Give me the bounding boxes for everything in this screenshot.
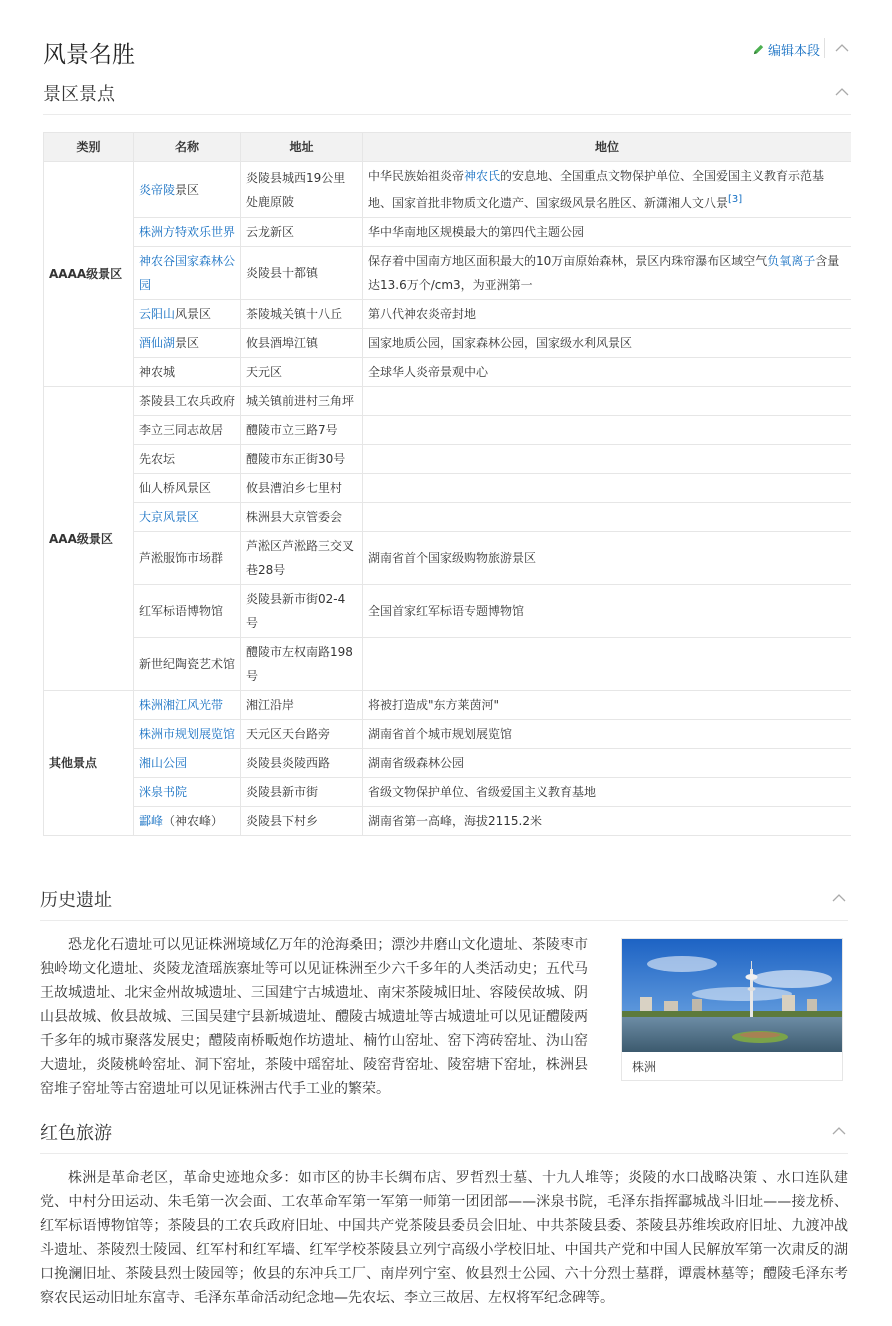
address-cell: 醴陵市立三路7号 [241, 416, 363, 445]
edit-section-button[interactable] [752, 40, 820, 59]
scenic-link[interactable]: 株洲方特欢乐世界 [139, 225, 236, 239]
scenic-link[interactable]: 株洲市规划展览馆 [139, 727, 236, 741]
table-row [44, 691, 852, 720]
name-cell [134, 445, 241, 474]
collapse-history-icon[interactable] [832, 894, 846, 902]
address-cell: 天元区 [241, 358, 363, 387]
name-text: 芦淞服饰市场群 [139, 551, 224, 565]
status-text: 含量达13.6万个/cm3，为亚洲第一 [368, 254, 840, 292]
red-tourism-divider [40, 1153, 848, 1154]
address-cell: 芦淞区芦淞路三交叉巷28号 [241, 532, 363, 585]
table-row [44, 807, 852, 836]
category-cell: AAAA级景区 [44, 162, 134, 387]
status-cell: 国家地质公园，国家森林公园，国家级水利风景区 [363, 329, 852, 358]
address-cell: 湘江沿岸 [241, 691, 363, 720]
scenic-link[interactable]: 酒仙湖 [139, 336, 176, 350]
edit-section-label: 编辑本段 [768, 44, 821, 59]
table-header-row [44, 133, 852, 162]
address-cell: 云龙新区 [241, 218, 363, 247]
name-cell [134, 162, 241, 218]
name-cell [134, 416, 241, 445]
header-address: 地址 [241, 133, 363, 162]
status-text: 的安息地、全国重点文物保护单位、全国爱国主义教育示范基地、国家首批非物质文化遗产、国家级风景名胜区、新潇湘人文八景 [368, 169, 825, 210]
status-cell [363, 247, 852, 300]
table-row [44, 162, 852, 218]
table-row [44, 638, 852, 691]
table-row [44, 445, 852, 474]
section-title: 风景名胜 [43, 42, 135, 68]
name-cell [134, 218, 241, 247]
status-cell: 湖南省第一高峰，海拔2115.2米 [363, 807, 852, 836]
history-paragraph: 恐龙化石遗址可以见证株洲境域亿万年的沧海桑田；漂沙井磨山文化遗址、茶陵枣市独岭坳文化遗址、炎陵龙渣瑶族寨址等可以见证株洲至少六千多年的人类活动史；五代马王故城遗址、北宋金州故城遗址、三国建宁古城遗址、南宋茶陵城旧址、容陵侯故城、阴山县故城、攸县故城、三国吴建宁县新城遗址、醴陵古城遗址等古城遗址可以见证醴陵两千多年的城市聚落发展史；醴陵南桥畈炮作坊遗址、楠竹山窑址、窑下湾砖窑址、沩山窑大遗址，炎陵桃岭窑址、洞下窑址，茶陵中瑶窑址、陵窑背窑址、陵窑塘下窑址，株洲县窑堆子窑址等古窑遗址可以见证株洲古代手工业的繁荣。 [40, 937, 588, 1097]
status-text: 保存着中国南方地区面积最大的10万亩原始森林，景区内珠帘瀑布区域空气 [368, 254, 768, 268]
table-row [44, 247, 852, 300]
name-cell [134, 778, 241, 807]
scenic-link[interactable]: 炎帝陵 [139, 182, 176, 197]
name-text: 李立三同志故居 [139, 423, 224, 437]
name-text: 风景区 [175, 307, 212, 321]
table-row [44, 387, 852, 416]
status-cell: 第八代神农炎帝封地 [363, 300, 852, 329]
header-category: 类别 [44, 133, 134, 162]
history-divider [40, 920, 848, 921]
pencil-icon [752, 43, 765, 56]
name-text: 红军标语博物馆 [139, 604, 224, 618]
name-text: 茶陵县工农兵政府 [139, 394, 236, 408]
red-tourism-paragraph: 株洲是革命老区，革命史迹地众多：如市区的协丰长绸布店、罗哲烈士墓、十九人堆等；炎陵的水口战略决策 、水口连队建党、中村分田运动、朱毛第一次会面、工农革命军第一军第一师第一团团部——洣泉书院，毛泽东指挥酃城战斗旧址——接龙桥、红军标语博物馆等；茶陵县的工农兵政府旧址、中国共产党茶陵县委员会旧址、中共茶陵县委、茶陵县苏维埃政府旧址、九渡冲战斗遗址、茶陵烈士陵园、红军村和红军墙、红军学校茶陵县立列宁高级小学校旧址、中国共产党和中国人民解放军第一次肃反的湖口挽澜旧址、茶陵县烈士陵园等；攸县的东冲兵工厂、南岸列宁室、攸县烈士公园、六十分烈士墓群，谭震林墓等；醴陵毛泽东考察农民运动旧址东富寺、毛泽东革命活动纪念地—先农坛、李立三故居、左权将军纪念碑等。 [40, 1170, 848, 1306]
header-status: 地位 [363, 133, 852, 162]
city-skyline-image [622, 939, 842, 1052]
name-cell [134, 474, 241, 503]
name-text: 先农坛 [139, 452, 176, 466]
name-cell [134, 329, 241, 358]
table-row [44, 585, 852, 638]
name-cell [134, 807, 241, 836]
name-cell [134, 300, 241, 329]
address-cell: 醴陵市东正街30号 [241, 445, 363, 474]
address-cell: 株洲县大京管委会 [241, 503, 363, 532]
scenic-link[interactable]: 洣泉书院 [139, 785, 188, 799]
collapse-red-tourism-icon[interactable] [832, 1127, 846, 1135]
status-cell: 湖南省首个城市规划展览馆 [363, 720, 852, 749]
history-title: 历史遗址 [40, 890, 112, 911]
name-text: 景区 [175, 182, 200, 197]
scenic-table-body [44, 162, 852, 836]
status-cell [363, 416, 852, 445]
status-cell: 省级文物保护单位、省级爱国主义教育基地 [363, 778, 852, 807]
photo-caption: 株洲 [632, 1060, 657, 1074]
name-text: 景区 [175, 336, 200, 350]
name-cell [134, 720, 241, 749]
red-tourism-title: 红色旅游 [40, 1123, 112, 1144]
name-cell [134, 358, 241, 387]
status-cell: 华中华南地区规模最大的第四代主题公园 [363, 218, 852, 247]
status-cell: 全球华人炎帝景观中心 [363, 358, 852, 387]
name-cell [134, 387, 241, 416]
scenic-link[interactable]: 酃峰 [139, 814, 164, 828]
scenic-divider [43, 114, 851, 115]
status-cell [363, 638, 852, 691]
name-cell [134, 638, 241, 691]
status-cell [363, 445, 852, 474]
name-cell [134, 691, 241, 720]
address-cell: 醴陵市左权南路198号 [241, 638, 363, 691]
status-text: 中华民族始祖炎帝 [368, 169, 465, 183]
address-cell: 城关镇前进村三角坪 [241, 387, 363, 416]
address-cell: 炎陵县下村乡 [241, 807, 363, 836]
status-cell: 全国首家红军标语专题博物馆 [363, 585, 852, 638]
address-cell: 攸县酒埠江镇 [241, 329, 363, 358]
table-row [44, 720, 852, 749]
scenic-title: 景区景点 [43, 84, 115, 105]
name-cell [134, 585, 241, 638]
table-row [44, 218, 852, 247]
table-row [44, 474, 852, 503]
table-row [44, 749, 852, 778]
table-row [44, 532, 852, 585]
scenic-link[interactable]: 株洲湘江风光带 [139, 698, 224, 712]
name-cell [134, 532, 241, 585]
reference-link[interactable]: [3] [728, 194, 743, 205]
status-cell: 湖南省首个国家级购物旅游景区 [363, 532, 852, 585]
address-cell: 炎陵县十都镇 [241, 247, 363, 300]
name-cell [134, 503, 241, 532]
scenic-link[interactable]: 云阳山 [139, 307, 176, 321]
header-name: 名称 [134, 133, 241, 162]
status-cell [363, 162, 852, 218]
name-cell [134, 749, 241, 778]
status-cell: 将被打造成"东方莱茵河" [363, 691, 852, 720]
address-cell: 攸县漕泊乡七里村 [241, 474, 363, 503]
scenic-table-viewport[interactable] [43, 132, 851, 879]
table-row [44, 778, 852, 807]
toolbar-divider [824, 38, 825, 58]
scenic-link[interactable]: 湘山公园 [139, 756, 188, 770]
category-cell: AAA级景区 [44, 387, 134, 691]
name-cell [134, 247, 241, 300]
name-text: 神农城 [139, 365, 176, 379]
address-cell: 茶陵城关镇十八丘 [241, 300, 363, 329]
address-cell: 炎陵县新市街02-4号 [241, 585, 363, 638]
address-cell: 炎陵县新市街 [241, 778, 363, 807]
table-row [44, 300, 852, 329]
collapse-scenic-icon[interactable] [835, 88, 849, 96]
table-row [44, 329, 852, 358]
zhuzhou-photo[interactable] [621, 938, 843, 1081]
address-cell: 天元区天台路旁 [241, 720, 363, 749]
status-link[interactable]: 神农氏 [464, 169, 501, 183]
name-text: 仙人桥风景区 [139, 481, 212, 495]
name-text: 新世纪陶瓷艺术馆 [139, 657, 236, 671]
address-cell: 炎陵县炎陵西路 [241, 749, 363, 778]
address-cell: 炎陵县城西19公里处鹿原陂 [241, 162, 363, 218]
name-text: （神农峰） [163, 814, 224, 828]
table-row [44, 358, 852, 387]
collapse-section-icon[interactable] [835, 44, 849, 52]
scenic-link[interactable]: 大京风景区 [139, 510, 200, 524]
table-row [44, 503, 852, 532]
scenic-link[interactable]: 神农谷国家森林公园 [139, 254, 236, 292]
table-row [44, 416, 852, 445]
scenic-table [43, 132, 851, 836]
status-cell: 湖南省级森林公园 [363, 749, 852, 778]
status-link[interactable]: 负氧离子 [767, 254, 816, 268]
status-cell [363, 503, 852, 532]
status-cell [363, 387, 852, 416]
status-cell [363, 474, 852, 503]
category-cell: 其他景点 [44, 691, 134, 836]
